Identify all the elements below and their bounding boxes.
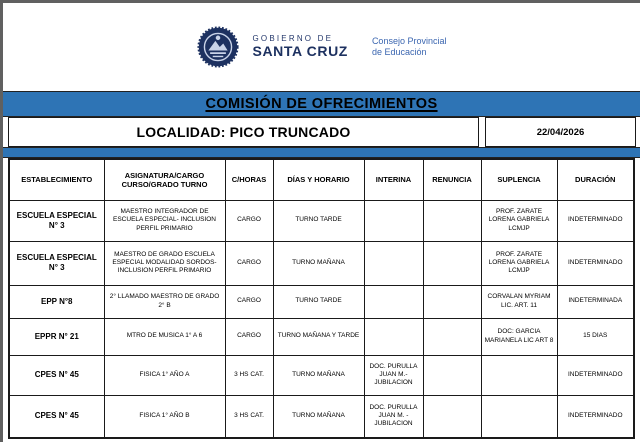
table-cell: CORVALAN MYRIAM LIC. ART. 11 <box>481 285 557 318</box>
table-cell <box>481 355 557 395</box>
table-cell: MAESTRO INTEGRADOR DE ESCUELA ESPECIAL- INCLUSION PERFIL PRIMARIO <box>104 200 225 241</box>
date-cell: 22/04/2026 <box>485 117 636 147</box>
header-band <box>3 3 640 91</box>
table-cell: INDETERMINADO <box>557 395 634 438</box>
table-cell: 3 HS CAT. <box>225 355 273 395</box>
table-cell: PROF. ZARATE LORENA GABRIELA LCMJP <box>481 200 557 241</box>
localidad-row <box>3 117 640 147</box>
santa-cruz-text: SANTA CRUZ <box>252 42 348 59</box>
table-cell <box>423 285 481 318</box>
table-cell <box>364 285 423 318</box>
table-row <box>9 285 634 318</box>
table-cell: DOC. PURULLA JUAN M. -JUBILACION <box>364 395 423 438</box>
table-cell: DOC. PURULLA JUAN M.- JUBILACION <box>364 355 423 395</box>
table-row <box>9 241 634 285</box>
table-cell <box>423 355 481 395</box>
consejo-line-1: Consejo Provincial <box>371 36 447 47</box>
title-band <box>3 91 640 117</box>
table-cell: INDETERMINADA <box>557 285 634 318</box>
table-cell: 3 HS CAT. <box>225 395 273 438</box>
table-cell: CARGO <box>225 200 273 241</box>
establecimiento-cell: CPES N° 45 <box>9 355 104 395</box>
table-cell <box>423 395 481 438</box>
consejo-line-2: de Educación <box>371 47 427 57</box>
table-row <box>9 355 634 395</box>
table-cell: TURNO MAÑANA <box>273 355 364 395</box>
table-cell: CARGO <box>225 285 273 318</box>
table-cell: TURNO MAÑANA <box>273 241 364 285</box>
table-row <box>9 318 634 355</box>
column-header: DÍAS Y HORARIO <box>273 159 364 200</box>
table-cell: 15 DIAS <box>557 318 634 355</box>
table-cell: TURNO TARDE <box>273 200 364 241</box>
table-cell <box>364 241 423 285</box>
table-cell <box>481 395 557 438</box>
localidad-title: LOCALIDAD: PICO TRUNCADO <box>8 117 479 147</box>
establecimiento-cell: CPES N° 45 <box>9 395 104 438</box>
table-cell: TURNO MAÑANA Y TARDE <box>273 318 364 355</box>
table-cell <box>364 200 423 241</box>
establecimiento-cell: EPPR N° 21 <box>9 318 104 355</box>
ofrecimientos-table <box>8 158 635 439</box>
consejo-wordmark <box>372 36 447 58</box>
table-cell <box>423 200 481 241</box>
table-cell: INDETERMINADO <box>557 355 634 395</box>
column-header: DURACIÓN <box>557 159 634 200</box>
table-cell: INDETERMINADO <box>557 241 634 285</box>
divider-band <box>3 147 640 158</box>
table-cell: TURNO TARDE <box>273 285 364 318</box>
establecimiento-cell: ESCUELA ESPECIAL N° 3 <box>9 241 104 285</box>
table-cell: CARGO <box>225 318 273 355</box>
table-cell: TURNO MAÑANA <box>273 395 364 438</box>
column-header: SUPLENCIA <box>481 159 557 200</box>
column-header: C/HORAS <box>225 159 273 200</box>
table-cell <box>423 318 481 355</box>
table-cell: MAESTRO DE GRADO ESCUELA ESPECIAL MODALIDAD SORDOS- INCLUSION PERFIL PRIMARIO <box>104 241 225 285</box>
page-title: COMISIÓN DE OFRECIMIENTOS <box>205 96 438 112</box>
table-cell: FISICA 1° AÑO B <box>104 395 225 438</box>
gobierno-de-text: GOBIERNO DE <box>252 34 334 44</box>
table-cell <box>423 241 481 285</box>
column-header: ASIGNATURA/CARGO CURSO/GRADO TURNO <box>104 159 225 200</box>
table-row <box>9 200 634 241</box>
table-cell: MTRO DE MUSICA 1° A 6 <box>104 318 225 355</box>
table-cell <box>364 318 423 355</box>
table-cell: DOC: GARCIA MARIANELA LIC ART 8 <box>481 318 557 355</box>
column-header: ESTABLECIMIENTO <box>9 159 104 200</box>
table-header-row <box>9 159 634 200</box>
gobierno-wordmark <box>253 35 348 58</box>
column-header: INTERINA <box>364 159 423 200</box>
table-cell: 2° LLAMADO MAESTRO DE GRADO 2° B <box>104 285 225 318</box>
table-cell: PROF. ZARATE LORENA GABRIELA LCMJP <box>481 241 557 285</box>
establecimiento-cell: EPP N°8 <box>9 285 104 318</box>
column-header: RENUNCIA <box>423 159 481 200</box>
santa-cruz-crest-logo <box>197 26 239 68</box>
table-cell: FISICA 1° AÑO A <box>104 355 225 395</box>
establecimiento-cell: ESCUELA ESPECIAL N° 3 <box>9 200 104 241</box>
table-row <box>9 395 634 438</box>
table-cell: CARGO <box>225 241 273 285</box>
table-cell: INDETERMINADO <box>557 200 634 241</box>
